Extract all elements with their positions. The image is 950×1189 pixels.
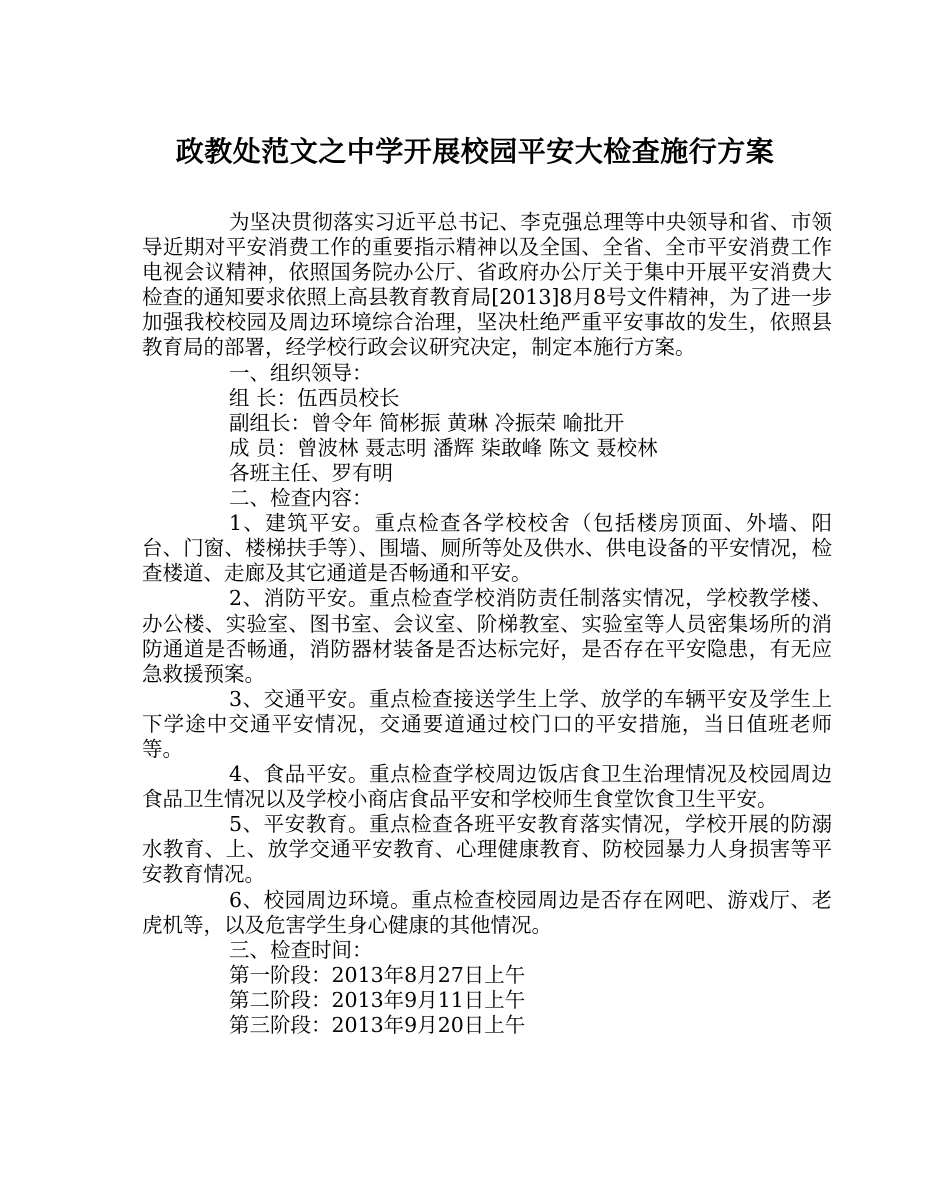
section-heading-organization: 一、组织领导：	[229, 360, 373, 385]
section-heading-content: 二、检查内容：	[229, 486, 373, 511]
item-traffic-safety: 3、交通平安。重点检查接送学生上学、放学的车辆平安及学生上下学途中交通平安情况，交通要道通过校门口的平安措施，当日值班老师等。	[142, 686, 832, 761]
item-food-safety: 4、食品平安。重点检查学校周边饭店食卫生治理情况及校园周边食品卫生情况以及学校小商店食品平安和学校师生食堂饮食卫生平安。	[142, 762, 832, 812]
members-line-continued: 各班主任、罗有明	[229, 460, 393, 485]
item-safety-education: 5、平安教育。重点检查各班平安教育落实情况，学校开展的防溺水教育、上、放学交通平安教育、心理健康教育、防校园暴力人身损害等平安教育情况。	[142, 812, 832, 887]
leader-line: 组 长：伍西员校长	[229, 385, 400, 410]
item-fire-safety: 2、消防平安。重点检查学校消防责任制落实情况，学校教学楼、办公楼、实验室、图书室、会议室、阶梯教室、实验室等人员密集场所的消防通道是否畅通，消防器材装备是否达标完好，是否存在平安隐患，有无应急救援预案。	[142, 586, 832, 686]
section-heading-schedule: 三、检查时间：	[229, 937, 373, 962]
schedule-phase-1: 第一阶段：2013年8月27日上午	[229, 962, 526, 987]
document-body	[142, 210, 832, 1038]
item-building-safety: 1、建筑平安。重点检查各学校校舍（包括楼房顶面、外墙、阳台、门窗、楼梯扶手等）、围墙、厕所等处及供水、供电设备的平安情况，检查楼道、走廊及其它通道是否畅通和平安。	[142, 511, 832, 586]
item-campus-surroundings: 6、校园周边环境。重点检查校园周边是否存在网吧、游戏厅、老虎机等，以及危害学生身心健康的其他情况。	[142, 887, 832, 937]
intro-paragraph: 为坚决贯彻落实习近平总书记、李克强总理等中央领导和省、市领导近期对平安消费工作的重要指示精神以及全国、全省、全市平安消费工作电视会议精神，依照国务院办公厅、省政府办公厅关于集中开展平安消费大检查的通知要求依照上高县教育教育局[2013]8月8号文件精神，为了进一步加强我校校园及周边环境综合治理，坚决杜绝严重平安事故的发生，依照县教育局的部署，经学校行政会议研究决定，制定本施行方案。	[142, 210, 832, 360]
document-title: 政教处范文之中学开展校园平安大检查施行方案	[175, 135, 775, 168]
schedule-phase-2: 第二阶段：2013年9月11日上午	[229, 987, 526, 1012]
schedule-phase-3: 第三阶段：2013年9月20日上午	[229, 1013, 526, 1037]
members-line: 成 员：曾波林 聂志明 潘辉 柒敢峰 陈文 聂校林	[229, 435, 658, 460]
deputy-leader-line: 副组长：曾令年 简彬振 黄琳 冷振荣 喻批开	[229, 410, 625, 435]
